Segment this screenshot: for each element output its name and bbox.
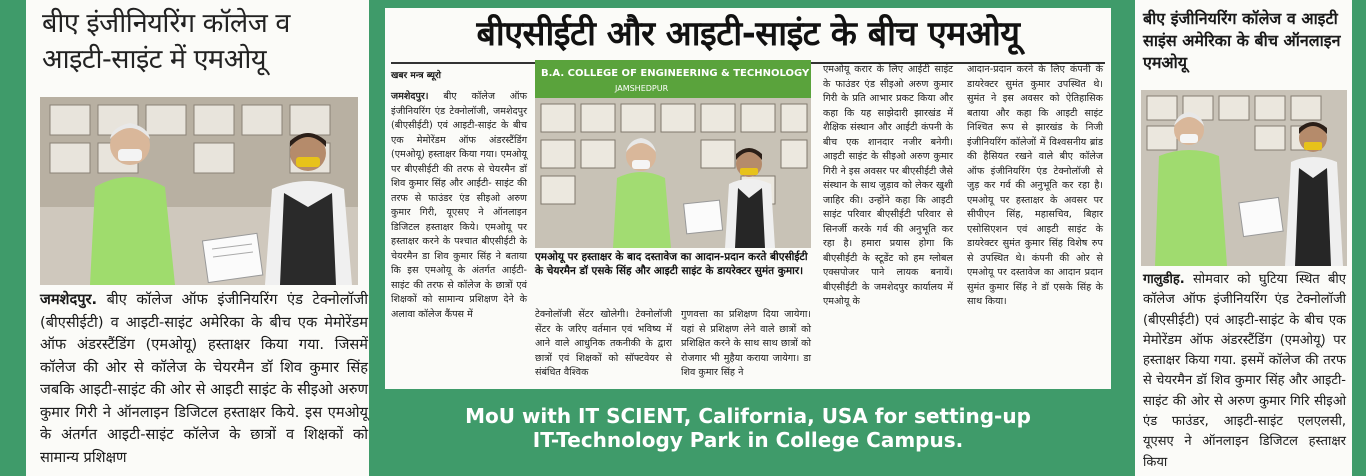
college-sign-city: JAMSHEDPUR <box>615 84 669 93</box>
article-column-1 <box>391 90 527 322</box>
left-dateline: जमशेदपुर. <box>40 291 98 308</box>
left-headline: बीए इंजीनियरिंग कॉलेज व आइटी-साइंट में एमओयू <box>42 8 290 75</box>
middle-dateline: जमशेदपुर। <box>391 91 429 102</box>
right-dateline: गालुडीह. <box>1143 272 1185 287</box>
banner-line-2: IT-Technology Park in College Campus. <box>532 428 964 452</box>
right-body: सोमवार को घुटिया स्थित बीए कॉलेज ऑफ इंजीनियरिंग एंड टेक्नोलॉजी (बीएसीईटी) एवं आइटी-साइंट के बीच एक मेमोरेंडम ऑफ अंडरस्टैंडिंग (एमओयू) पर हस्ताक्षर किया गया. इसमें कॉलेज की तरफ से चेयरमैन डॉ शिव कुमार सिंह और आइटी-साइंट की ओर से अरुण कुमार गिरि सीइओ एंड फाउंडर, आइटी-साइंट एलएलसी, यूएसए ने ऑनलाइन डिजिटल हस्ताक्षर किया <box>1143 272 1346 470</box>
column-1-text: बीए कॉलेज ऑफ इंजीनियरिंग एंड टेक्नोलॉजी, जमशेदपुर (बीएसीईटी) एवं आइटी-साइंट के बीच एक मेमोरेंडम ऑफ अंडरस्टैंडिंग (एमओयू) हस्ताक्षर किया गया। एमओयू पर बीएसीईटी की तरफ से चेयरमैन डॉ शिव कुमार सिंह और आईटी- साइंट की तरफ से फाउंडर एंड सीइओ अरुण कुमार गिरी, यूएसए ने ऑनलाइन डिजिटल हस्ताक्षर किये। एमओयू पर हस्ताक्षर करने के पश्चात बीएसीईटी के चेयरमैन डा शिव कुमार सिंह ने बताया कि इस एमओयू के अंतर्गत आईटी- साइंट की तरफ से कॉलेज के छात्रों एवं शिक्षकों को सामान्य प्रशिक्षण देने के अलावा कॉलेज कैंपस में <box>391 91 527 320</box>
right-news-photo <box>1141 90 1347 266</box>
college-sign-text: B.A. COLLEGE OF ENGINEERING & TECHNOLOGY <box>541 68 810 79</box>
middle-news-photo <box>535 60 811 248</box>
middle-newspaper-clipping <box>385 8 1111 389</box>
article-column-5: आदान-प्रदान करने के लिए कंपनी के डायरेक्टर सुमंत कुमार उपस्थित थे। सुमंत ने इस अवसर को ऐतिहासिक बताया और कहा कि आइटी साइंट निश्चित रूप से झारखंड के निजी इंजीनियरिंग कॉलेजों में विश्वसनीय ब्रांड की हैसियत रखने वाले बीए कॉलेज ऑफ इंजीनियरिंग एंड टेक्नोलॉजी से जुड़ कर गर्व की अनुभूति कर रहा है। एमओयू पर हस्ताक्षर के अवसर पर सीपीएन सिंह, महासचिव, बिहार एसोसिएशन एवं आइटी साइंट के डायरेक्टर सुमंत कुमार सिंह विशेष रुप से उपस्थित थे। कंपनी की ओर से एमओयू पर दस्तावेज का आदान प्रदान सुमंत कुमार सिंह ने डॉ एसके सिंह के साथ किया। <box>967 64 1103 307</box>
photo-caption: एमओयू पर हस्ताक्षर के बाद दस्तावेज का आदान-प्रदान करते बीएसीईटी के चेयरमैन डॉ एसके सिंह और आइटी साइंट के डायरेक्टर सुमंत कुमार। <box>535 251 808 277</box>
banner-line-1: MoU with IT SCIENT, California, USA for setting-up <box>465 404 1031 428</box>
right-headline: बीए इंजीनियरिंग कॉलेज व आइटी साइंस अमेरिका के बीच ऑनलाइन एमओयू <box>1143 9 1341 72</box>
mou-banner <box>372 404 1124 452</box>
byline: खबर मन्त्र ब्यूरो <box>391 71 441 81</box>
middle-headline: बीएसीईटी और आइटी-साइंट के बीच एमओयू <box>476 14 1020 54</box>
left-newspaper-clipping <box>26 0 369 476</box>
article-column-2: टेक्नोलॉजी सेंटर खोलेगी। टेक्नोलॉजी सेंटर के जरिए वर्तमान एवं भविष्य में आने वाले आधुनिक तकनीकी के द्वारा छात्रों एवं शिक्षकों को सॉफ्टवेयर से संबंधित वैश्विक <box>535 309 672 378</box>
left-article-text <box>40 289 368 469</box>
article-column-3: गुणवत्ता का प्रशिक्षण दिया जायेगा। यहां से प्रशिक्षण लेने वाले छात्रों को प्रशिक्षित करने के साथ साथ छात्रों को रोजगार भी मुहैया कराया जायेगा। डा शिव कुमार सिंह ने <box>681 309 811 378</box>
left-news-photo <box>40 97 358 285</box>
left-body: बीए कॉलेज ऑफ इंजीनियरिंग एंड टेक्नोलॉजी (बीएसीईटी) व आइटी-साइंट अमेरिका के बीच एक मेमोरेंडम ऑफ अंडरस्टैंडिंग (एमओयू) हस्ताक्षर किया गया. जिसमें कॉलेज की ओर से कॉलेज के चेयरमैन डॉ शिव कुमार सिंह जबकि आइटी-साइंट की ओर से आइटी साइंट के सीइओ अरुण कुमार गिरी ने ऑनलाइन डिजिटल हस्ताक्षर किये. इस एमओयू के अंतर्गत आइटी-साइंट कॉलेज के छात्रों व शिक्षकों को सामान्य प्रशिक्षण <box>40 291 368 466</box>
right-newspaper-clipping <box>1135 0 1352 476</box>
right-article-text <box>1143 270 1346 473</box>
article-column-4: एमओयू करार के लिए आईटी साइंट के फाउंडर एंड सीइओ अरुण कुमार गिरी के प्रति आभार प्रकट किया और कहा कि यह साझेदारी झारखंड में शैक्षिक संस्थान और आईटी कंपनी के बीच एक शानदार नजीर बनेगी। आइटी साइंट के सीइओ अरुण कुमार गिरी ने इस अवसर पर बीएसीईटी जैसे संस्थान के साथ जुड़ाव को लेकर खुशी जाहिर की। उन्होंने कहा कि आइटी साइंट परिवार बीएसीईटी परिवार से सिनर्जी करके गर्व की अनुभूति कर रहा है। हमारा प्रयास होगा कि बीएसीईटी के स्टूडेंट को हम ग्लोबल एक्सपोजर पाने लायक बनायें। बीएसीईटी के जमशेदपुर कार्यालय में एमओयू के <box>823 64 953 307</box>
